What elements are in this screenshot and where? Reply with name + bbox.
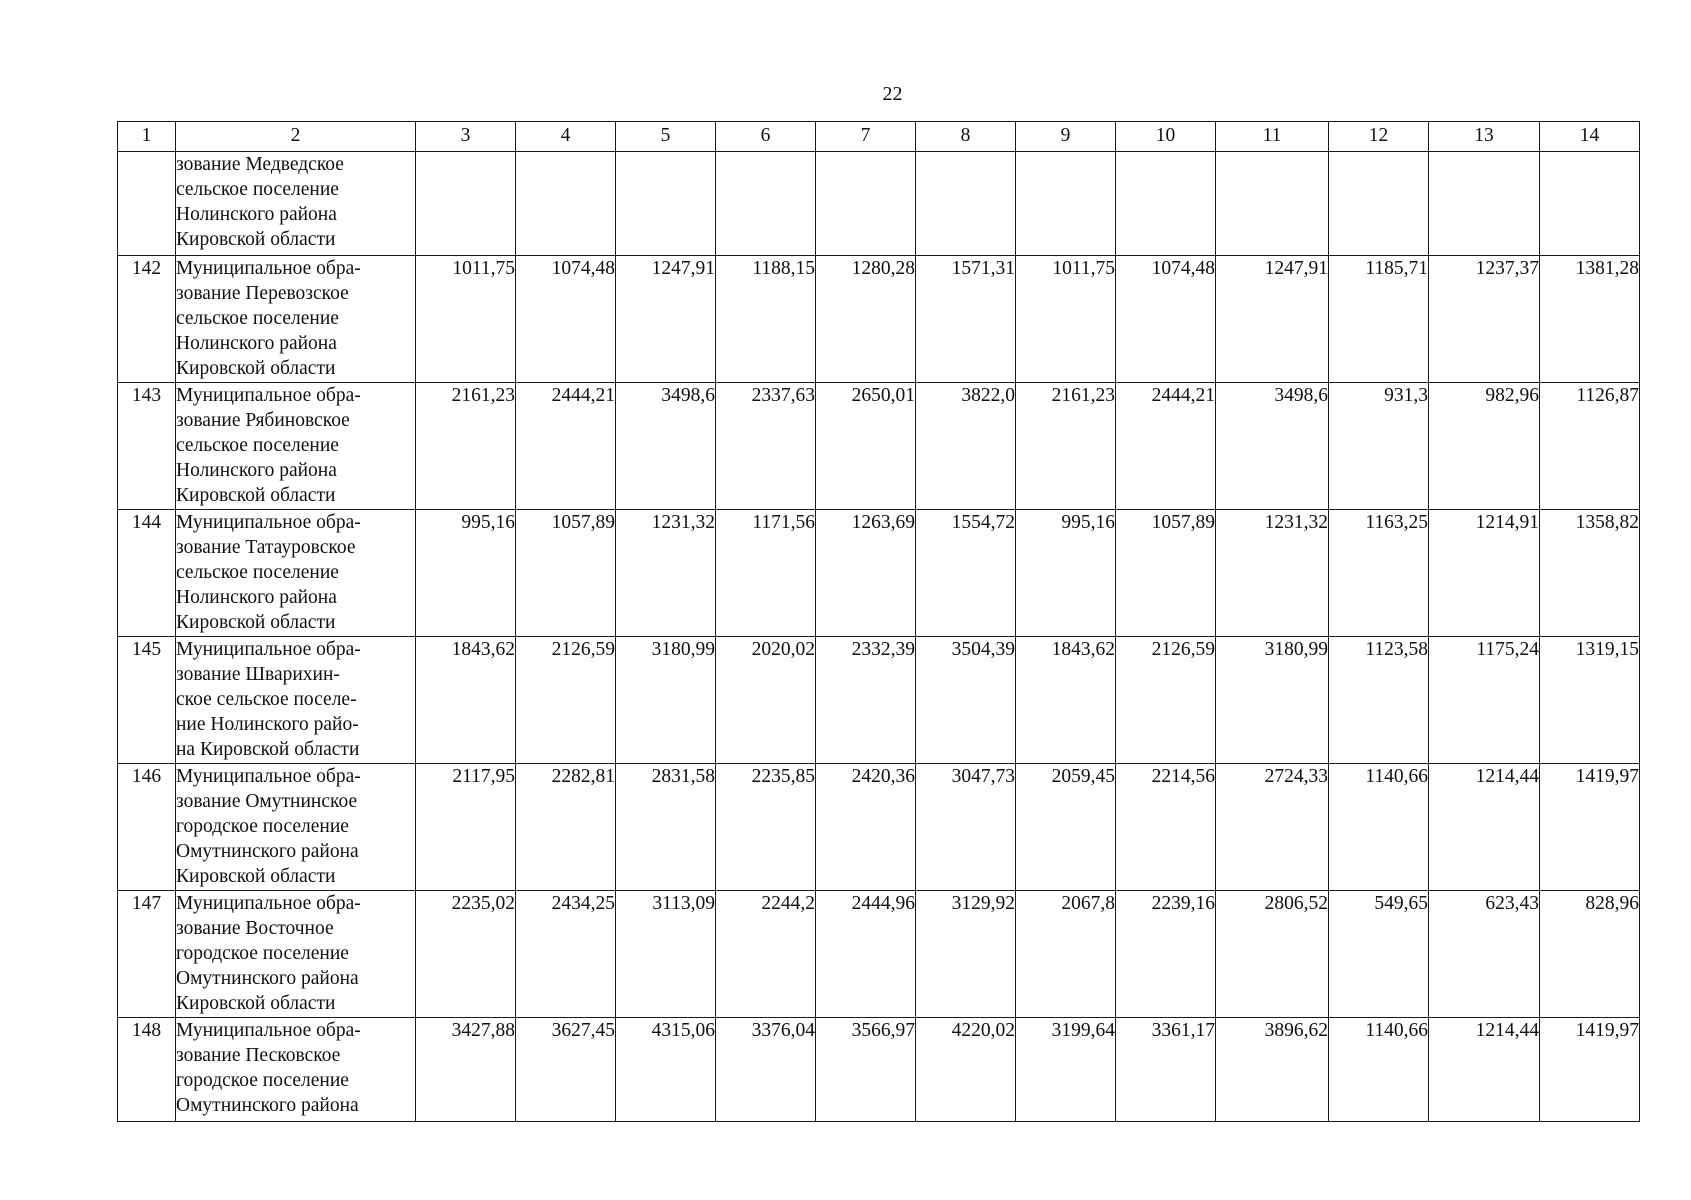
value-cell: 2420,36	[816, 764, 916, 891]
value-cell: 2282,81	[516, 764, 616, 891]
column-header: 13	[1429, 122, 1540, 152]
municipality-name: Муниципальное обра- зование Татауровское сельское поселение Нолинского района Кировской области	[176, 510, 416, 637]
value-cell	[1540, 152, 1640, 256]
column-header: 11	[1216, 122, 1329, 152]
value-cell: 2235,85	[716, 764, 816, 891]
value-cell: 1319,15	[1540, 637, 1640, 764]
value-cell: 1175,24	[1429, 637, 1540, 764]
value-cell: 1074,48	[1116, 256, 1216, 383]
value-cell: 1419,97	[1540, 764, 1640, 891]
row-number: 146	[118, 764, 176, 891]
value-cell: 3180,99	[1216, 637, 1329, 764]
row-number: 143	[118, 383, 176, 510]
value-cell: 1171,56	[716, 510, 816, 637]
value-cell: 1140,66	[1329, 764, 1429, 891]
value-cell: 2332,39	[816, 637, 916, 764]
value-cell: 623,43	[1429, 891, 1540, 1018]
table-row	[118, 383, 1640, 510]
value-cell: 3566,97	[816, 1018, 916, 1122]
value-cell: 1123,58	[1329, 637, 1429, 764]
value-cell: 1214,91	[1429, 510, 1540, 637]
value-cell: 1571,31	[916, 256, 1016, 383]
column-header: 14	[1540, 122, 1640, 152]
value-cell: 1188,15	[716, 256, 816, 383]
value-cell: 1074,48	[516, 256, 616, 383]
value-cell: 2161,23	[1016, 383, 1116, 510]
municipality-name: Муниципальное обра- зование Омутнинское городское поселение Омутнинского района Кировской области	[176, 764, 416, 891]
value-cell: 3627,45	[516, 1018, 616, 1122]
value-cell	[616, 152, 716, 256]
value-cell: 2214,56	[1116, 764, 1216, 891]
value-cell: 1263,69	[816, 510, 916, 637]
value-cell: 1419,97	[1540, 1018, 1640, 1122]
value-cell	[516, 152, 616, 256]
row-number: 147	[118, 891, 176, 1018]
column-header: 8	[916, 122, 1016, 152]
value-cell: 2059,45	[1016, 764, 1116, 891]
value-cell	[1116, 152, 1216, 256]
value-cell: 2444,21	[516, 383, 616, 510]
value-cell: 3822,0	[916, 383, 1016, 510]
value-cell: 982,96	[1429, 383, 1540, 510]
value-cell: 1231,32	[1216, 510, 1329, 637]
value-cell: 3113,09	[616, 891, 716, 1018]
value-cell: 1280,28	[816, 256, 916, 383]
page-number: 22	[882, 83, 903, 105]
column-header: 6	[716, 122, 816, 152]
column-header: 2	[176, 122, 416, 152]
value-cell: 1057,89	[516, 510, 616, 637]
value-cell: 1358,82	[1540, 510, 1640, 637]
column-header: 10	[1116, 122, 1216, 152]
value-cell: 2806,52	[1216, 891, 1329, 1018]
value-cell: 2244,2	[716, 891, 816, 1018]
value-cell: 2337,63	[716, 383, 816, 510]
header-row	[118, 122, 1640, 152]
row-number: 148	[118, 1018, 176, 1122]
value-cell	[916, 152, 1016, 256]
value-cell: 1843,62	[416, 637, 516, 764]
table-row	[118, 256, 1640, 383]
value-cell: 1381,28	[1540, 256, 1640, 383]
value-cell: 1843,62	[1016, 637, 1116, 764]
value-cell: 1126,87	[1540, 383, 1640, 510]
value-cell: 1247,91	[1216, 256, 1329, 383]
municipality-name: Муниципальное обра- зование Восточное городское поселение Омутнинского района Кировской области	[176, 891, 416, 1018]
column-header: 4	[516, 122, 616, 152]
value-cell: 1011,75	[1016, 256, 1116, 383]
value-cell	[416, 152, 516, 256]
value-cell	[816, 152, 916, 256]
value-cell: 1163,25	[1329, 510, 1429, 637]
value-cell: 2239,16	[1116, 891, 1216, 1018]
value-cell: 2650,01	[816, 383, 916, 510]
table-row	[118, 1018, 1640, 1122]
value-cell: 4220,02	[916, 1018, 1016, 1122]
value-cell: 2126,59	[516, 637, 616, 764]
value-cell: 828,96	[1540, 891, 1640, 1018]
value-cell: 1011,75	[416, 256, 516, 383]
municipality-name: Муниципальное обра- зование Песковское городское поселение Омутнинского района	[176, 1018, 416, 1122]
value-cell: 995,16	[1016, 510, 1116, 637]
value-cell: 2020,02	[716, 637, 816, 764]
column-header: 12	[1329, 122, 1429, 152]
value-cell: 1140,66	[1329, 1018, 1429, 1122]
table-row	[118, 510, 1640, 637]
value-cell: 3199,64	[1016, 1018, 1116, 1122]
value-cell: 4315,06	[616, 1018, 716, 1122]
value-cell: 2126,59	[1116, 637, 1216, 764]
value-cell: 1554,72	[916, 510, 1016, 637]
value-cell: 3180,99	[616, 637, 716, 764]
value-cell: 1214,44	[1429, 1018, 1540, 1122]
municipality-name: зование Медведское сельское поселение Нолинского района Кировской области	[176, 152, 416, 256]
municipality-name: Муниципальное обра- зование Рябиновское сельское поселение Нолинского района Кировской области	[176, 383, 416, 510]
column-header: 1	[118, 122, 176, 152]
value-cell: 995,16	[416, 510, 516, 637]
value-cell: 3361,17	[1116, 1018, 1216, 1122]
value-cell: 2434,25	[516, 891, 616, 1018]
value-cell	[1329, 152, 1429, 256]
table-row	[118, 891, 1640, 1018]
value-cell: 1231,32	[616, 510, 716, 637]
value-cell: 3504,39	[916, 637, 1016, 764]
data-table	[117, 121, 1640, 1122]
value-cell: 1214,44	[1429, 764, 1540, 891]
value-cell: 3376,04	[716, 1018, 816, 1122]
value-cell: 2117,95	[416, 764, 516, 891]
value-cell	[1016, 152, 1116, 256]
value-cell: 1237,37	[1429, 256, 1540, 383]
table-row	[118, 764, 1640, 891]
value-cell: 2161,23	[416, 383, 516, 510]
value-cell: 2724,33	[1216, 764, 1329, 891]
row-number: 145	[118, 637, 176, 764]
column-header: 5	[616, 122, 716, 152]
value-cell: 549,65	[1329, 891, 1429, 1018]
table-header	[118, 122, 1640, 152]
value-cell: 1247,91	[616, 256, 716, 383]
value-cell: 3427,88	[416, 1018, 516, 1122]
value-cell: 3498,6	[1216, 383, 1329, 510]
value-cell: 2831,58	[616, 764, 716, 891]
value-cell: 1185,71	[1329, 256, 1429, 383]
value-cell	[1429, 152, 1540, 256]
value-cell: 931,3	[1329, 383, 1429, 510]
value-cell: 2235,02	[416, 891, 516, 1018]
value-cell: 3047,73	[916, 764, 1016, 891]
value-cell: 2444,21	[1116, 383, 1216, 510]
value-cell: 3896,62	[1216, 1018, 1329, 1122]
column-header: 7	[816, 122, 916, 152]
value-cell: 3129,92	[916, 891, 1016, 1018]
value-cell	[1216, 152, 1329, 256]
value-cell: 1057,89	[1116, 510, 1216, 637]
column-header: 9	[1016, 122, 1116, 152]
value-cell: 2444,96	[816, 891, 916, 1018]
row-number: 142	[118, 256, 176, 383]
table-body	[118, 152, 1640, 1122]
row-number: 144	[118, 510, 176, 637]
column-header: 3	[416, 122, 516, 152]
value-cell	[716, 152, 816, 256]
value-cell: 2067,8	[1016, 891, 1116, 1018]
municipality-name: Муниципальное обра- зование Шварихин- ское сельское поселе- ние Нолинского райо- на Кировской области	[176, 637, 416, 764]
row-number	[118, 152, 176, 256]
value-cell: 3498,6	[616, 383, 716, 510]
table-row	[118, 152, 1640, 256]
table-row	[118, 637, 1640, 764]
municipality-name: Муниципальное обра- зование Перевозское сельское поселение Нолинского района Кировской области	[176, 256, 416, 383]
